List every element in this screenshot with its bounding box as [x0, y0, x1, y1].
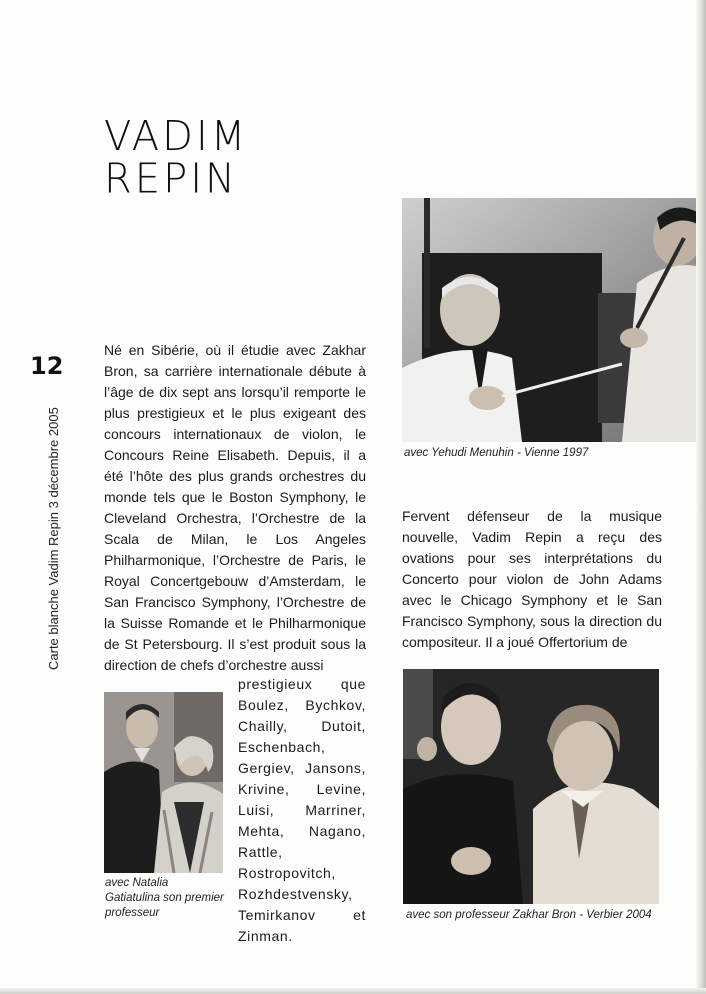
- photo-menuhin-illustration: [402, 198, 704, 442]
- photo-bron-illustration: [403, 669, 659, 904]
- caption-bron: avec son professeur Zakhar Bron - Verbier 2004: [406, 909, 652, 921]
- photo-bron: [403, 669, 659, 904]
- page-number: 12: [30, 352, 64, 380]
- photo-natalia: [104, 692, 223, 873]
- body-text-left: Né en Sibérie, où il étudie avec Zakhar Bron, sa carrière internationale débute à l’âge de dix sept ans lorsqu’il remporte le plus prestigieux et le plus exigeant des concours internationaux de violon, le Concours Reine Elisabeth. Depuis, il a été l’hôte des plus grands orchestres du monde tels que le Boston Symphony, le Cleveland Orchestra, l’Orchestre de la Scala de Milan, le Los Angeles Philharmonique, l’Orchestre de Paris, le Royal Concertgebouw d’Amsterdam, le San Francisco Symphony, l’Orchestre de la Suisse Romande et le Philharmonique de St Petersbourg. Il s’est produit sous la direction de chefs d’orchestre aussi: [104, 342, 366, 673]
- photo-menuhin: [402, 198, 704, 442]
- body-text-right: Fervent défenseur de la musique nouvelle, Vadim Repin a reçu des ovations pour ses interprétations du Concerto pour violon de John Adams avec le Chicago Symphony et le San Francisco Symphony, sous la direction du compositeur. Il a joué Offertorium de: [402, 508, 662, 650]
- vertical-running-title: Carte blanche Vadim Repin 3 décembre 2005: [46, 407, 61, 670]
- caption-menuhin: avec Yehudi Menuhin - Vienne 1997: [404, 447, 589, 459]
- photo-natalia-illustration: [104, 692, 223, 873]
- page-edge-bottom: [0, 988, 706, 994]
- caption-natalia: avec Natalia Gatiatulina son premier professeur: [105, 877, 224, 919]
- title-line-1: VADIM: [104, 113, 249, 161]
- page-title: [104, 115, 248, 201]
- body-text-left-narrow: prestigieux que Boulez, Bychkov, Chailly, Dutoit, Eschenbach, Gergiev, Jansons, Krivine, Levine, Luisi, Marriner, Mehta, Nagano, Rattle, Rostropovitch, Rozhdestvensky, Temirkanov et Zinman.: [238, 676, 366, 944]
- page-edge-right: [696, 0, 706, 994]
- title-line-2: REPIN: [104, 155, 238, 203]
